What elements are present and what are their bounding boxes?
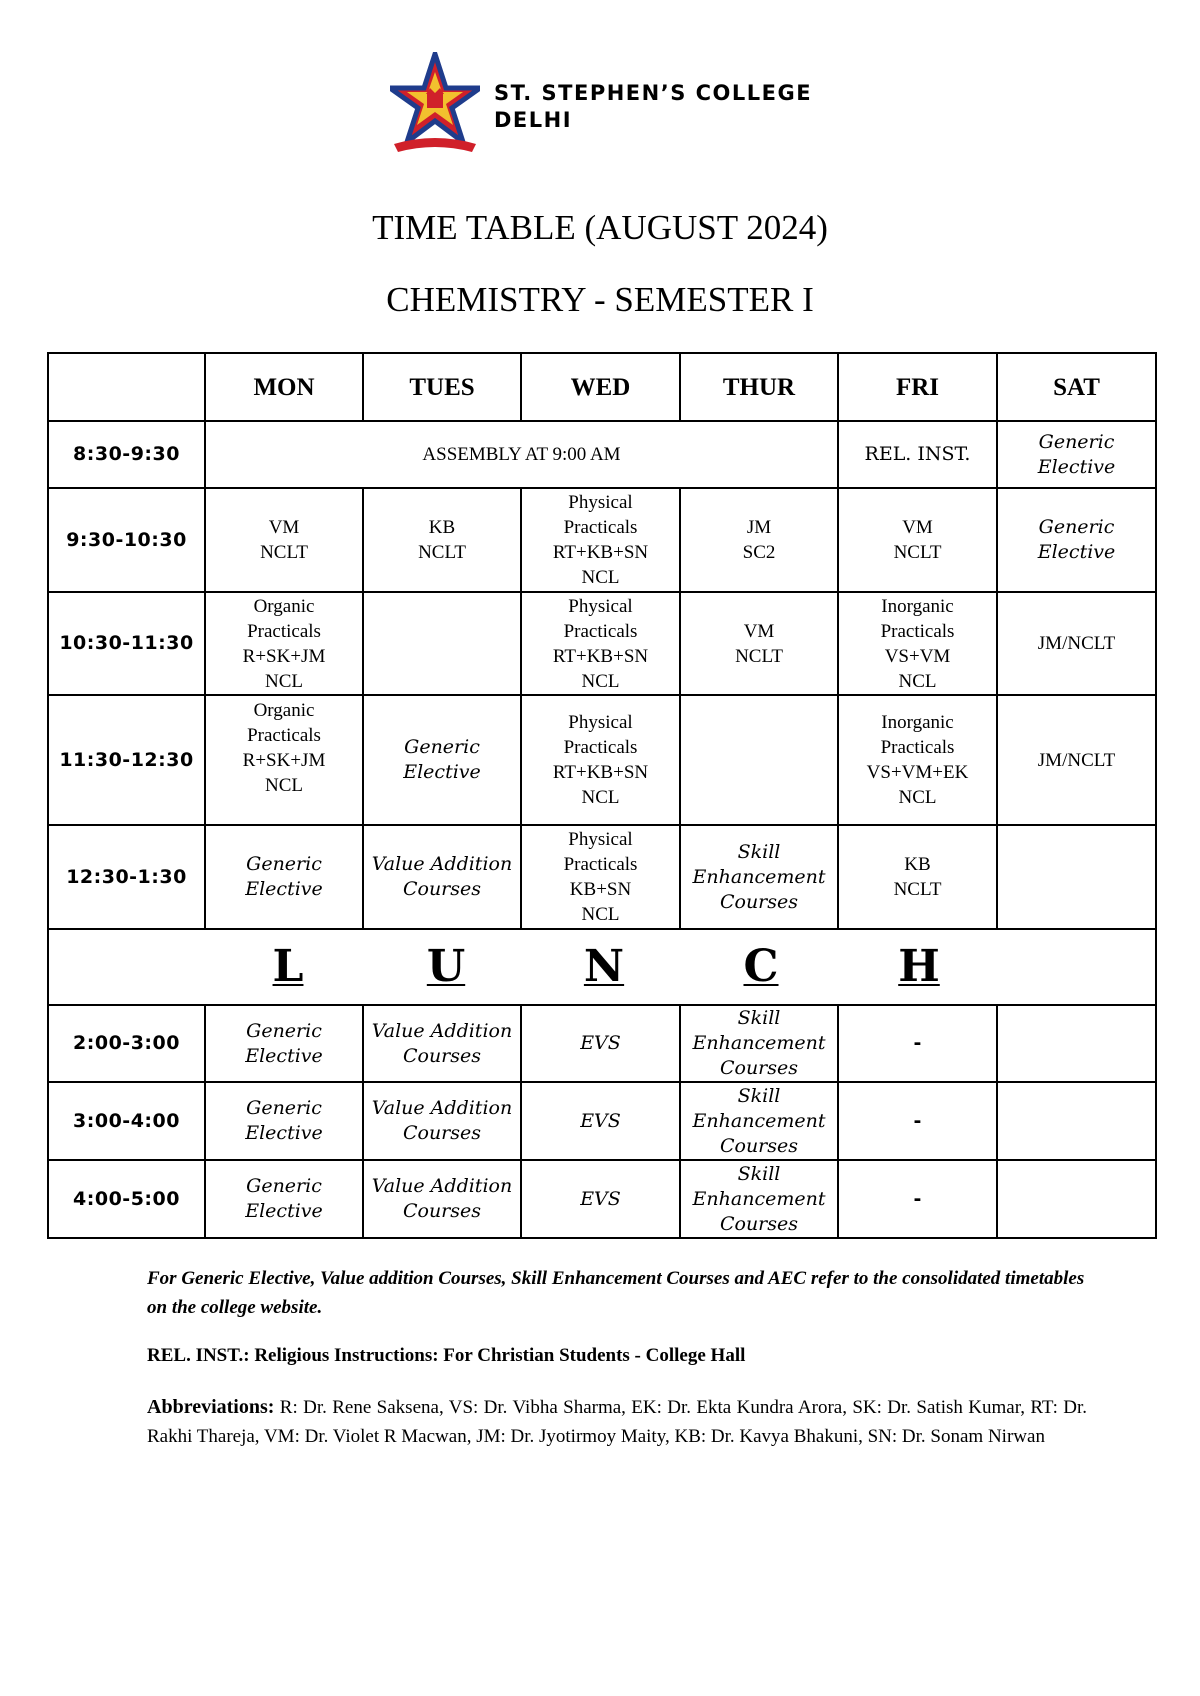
abbreviations-text: R: Dr. Rene Saksena, VS: Dr. Vibha Sharma, EK: Dr. Ekta Kundra Arora, SK: Dr. Satish Kumar, RT: Dr. Rakhi Thareja, VM: Dr. Violet R Macwan, JM: Dr. Jyotirmoy Maity, KB: Dr. Kavya Bhakuni, SN: Dr. Sonam Nirwan: [147, 1397, 1087, 1447]
empty-cell: [997, 1160, 1156, 1238]
cell-line: Courses: [719, 890, 799, 913]
cell-line: Generic: [1038, 516, 1115, 538]
rel-inst-cell: REL. INST.: [838, 421, 997, 488]
cell-line: Generic: [404, 736, 480, 758]
class-cell: [205, 488, 363, 592]
day-header-wed: WED: [521, 353, 680, 421]
cell-line: NCL: [581, 787, 620, 808]
college-name-line2: DELHI: [494, 108, 573, 132]
cell-line: Skill: [737, 840, 781, 863]
empty-cell: [997, 1005, 1156, 1082]
cell-line: Enhancement: [692, 1187, 826, 1210]
empty-cell: [680, 695, 838, 825]
lunch-cell: [48, 929, 1156, 1005]
lunch-letter: C: [743, 941, 779, 992]
table-row: [48, 1160, 1156, 1238]
cell-line: Value Addition: [371, 1097, 513, 1119]
time-slot: 4:00-5:00: [48, 1160, 205, 1238]
cell-line: Courses: [719, 1134, 799, 1157]
table-row: [48, 1082, 1156, 1160]
class-cell: [680, 1005, 838, 1082]
timetable-subtitle: CHEMISTRY - SEMESTER I: [386, 280, 814, 319]
cell-line: VM: [902, 517, 933, 538]
cell-line: NCLT: [893, 879, 942, 900]
cell-line: RT+KB+SN: [552, 645, 649, 667]
class-cell: [363, 1005, 521, 1082]
cell-line: Physical: [568, 492, 633, 513]
class-cell: [838, 592, 997, 695]
cell-line: Practicals: [563, 737, 638, 758]
cell-line: Elective: [245, 1044, 323, 1067]
day-header-tue: TUES: [363, 353, 521, 421]
cell-line: Generic: [246, 853, 322, 875]
cell-line: Enhancement: [692, 1032, 826, 1054]
class-cell: [521, 695, 680, 825]
cell-line: VS+VM: [884, 645, 951, 667]
cell-line: Elective: [1037, 541, 1116, 563]
cell-line: RT+KB+SN: [552, 762, 649, 783]
cell-line: Skill: [737, 1084, 781, 1107]
class-cell: EVS: [521, 1082, 680, 1160]
class-cell: [363, 825, 521, 929]
cell-line: Generic: [1038, 430, 1115, 453]
timetable: [47, 352, 1157, 1239]
college-name-line1: ST. STEPHEN’S COLLEGE: [494, 81, 813, 105]
cell-line: KB+SN: [569, 879, 632, 900]
cell-line: VM: [743, 620, 775, 642]
class-cell: [838, 488, 997, 592]
class-cell: [838, 695, 997, 825]
class-cell: [680, 592, 838, 695]
cell-line: Courses: [719, 1212, 799, 1235]
lunch-banner: [49, 930, 1155, 1004]
cell-line: Courses: [402, 1122, 482, 1144]
cell-line: NCL: [581, 567, 620, 588]
abbreviations-label: Abbreviations:: [147, 1396, 275, 1418]
class-cell: [521, 825, 680, 929]
cell-line: VS+VM+EK: [866, 762, 969, 783]
college-header: [390, 52, 830, 162]
cell-line: VM: [268, 517, 300, 538]
cell-line: Inorganic: [881, 712, 954, 733]
cell-line: R+SK+JM: [242, 750, 326, 771]
class-cell: [363, 1160, 521, 1238]
class-cell: -: [838, 1160, 997, 1238]
cell-line: Elective: [245, 1200, 323, 1222]
class-cell: [205, 1082, 363, 1160]
generic-elective-note: For Generic Elective, Value addition Courses, Skill Enhancement Courses and AEC refer to the consolidated timetables on the college website.: [147, 1268, 1085, 1318]
lunch-letter: L: [272, 941, 304, 992]
assembly-cell: ASSEMBLY AT 9:00 AM: [205, 421, 838, 488]
cell-line: Organic: [253, 595, 315, 617]
cell-line: Generic: [246, 1097, 322, 1119]
cell-line: Practicals: [247, 725, 321, 746]
timetable-title: TIME TABLE (AUGUST 2024): [372, 208, 828, 247]
cell-line: NCLT: [260, 542, 308, 563]
day-header-row: [48, 353, 1156, 421]
class-cell: [680, 1082, 838, 1160]
cell-line: KB: [904, 854, 931, 875]
lunch-row: [48, 929, 1156, 1005]
class-cell: [521, 488, 680, 592]
cell-line: Skill: [737, 1162, 781, 1185]
cell-line: Courses: [402, 1044, 482, 1067]
college-name: [494, 80, 812, 134]
cell-line: NCL: [581, 904, 620, 925]
cell-line: NCL: [898, 787, 937, 808]
cell-line: Generic: [246, 1019, 322, 1042]
time-slot: 12:30-1:30: [48, 825, 205, 929]
day-header-sat: SAT: [997, 353, 1156, 421]
table-row: [48, 825, 1156, 929]
class-cell: [363, 488, 521, 592]
time-slot: 10:30-11:30: [48, 592, 205, 695]
cell-line: Value Addition: [371, 1019, 513, 1042]
cell-line: Physical: [568, 829, 633, 850]
table-row: [48, 488, 1156, 592]
class-cell: [363, 1082, 521, 1160]
cell-line: NCL: [265, 670, 303, 692]
lunch-letter: U: [426, 941, 466, 992]
cell-line: Skill: [737, 1007, 781, 1029]
day-header-mon: MON: [205, 353, 363, 421]
table-row: [48, 1005, 1156, 1082]
lunch-letter: N: [583, 941, 625, 992]
class-cell: [680, 488, 838, 592]
cell-line: Elective: [245, 878, 323, 900]
cell-line: Courses: [402, 1200, 482, 1222]
class-cell: [838, 825, 997, 929]
cell-line: Value Addition: [371, 1175, 513, 1197]
time-slot: 8:30-9:30: [48, 421, 205, 488]
cell-line: Enhancement: [692, 1109, 826, 1132]
cell-line: Elective: [245, 1122, 323, 1144]
cell-line: Organic: [253, 700, 315, 721]
class-cell: [997, 421, 1156, 488]
cell-line: Courses: [719, 1057, 799, 1079]
cell-line: Courses: [402, 878, 482, 900]
day-header-thu: THUR: [680, 353, 838, 421]
class-cell: [521, 592, 680, 695]
cell-line: Practicals: [247, 620, 321, 642]
cell-line: KB: [428, 517, 456, 538]
class-cell: [205, 1005, 363, 1082]
empty-cell: [997, 1082, 1156, 1160]
empty-cell: [363, 592, 521, 695]
table-row: [48, 695, 1156, 825]
cell-line: Practicals: [563, 854, 638, 875]
cell-line: NCLT: [735, 645, 783, 667]
class-cell: -: [838, 1082, 997, 1160]
time-slot: 2:00-3:00: [48, 1005, 205, 1082]
cell-line: Practicals: [880, 737, 955, 758]
cell-line: NCLT: [418, 542, 466, 563]
college-crest-logo: [390, 52, 480, 162]
class-cell: EVS: [521, 1005, 680, 1082]
cell-line: R+SK+JM: [242, 645, 326, 667]
class-cell: [205, 695, 363, 825]
cell-line: NCLT: [893, 542, 942, 563]
table-row: [48, 421, 1156, 488]
rel-inst-note: REL. INST.: Religious Instructions: For Christian Students - College Hall: [147, 1345, 746, 1366]
day-header-fri: FRI: [838, 353, 997, 421]
class-cell: -: [838, 1005, 997, 1082]
lunch-letter: H: [898, 941, 940, 992]
cell-line: Practicals: [563, 517, 638, 538]
class-cell: [363, 695, 521, 825]
cell-line: Practicals: [880, 620, 955, 642]
cell-line: Physical: [568, 712, 633, 733]
class-cell: [997, 488, 1156, 592]
cell-line: Inorganic: [881, 595, 954, 617]
table-row: [48, 592, 1156, 695]
class-cell: JM/NCLT: [997, 592, 1156, 695]
empty-cell: [997, 825, 1156, 929]
class-cell: [205, 825, 363, 929]
cell-line: NCL: [581, 670, 620, 692]
cell-line: Elective: [403, 761, 481, 783]
time-slot: 3:00-4:00: [48, 1082, 205, 1160]
cell-line: Elective: [1037, 455, 1116, 478]
cell-line: NCL: [265, 775, 303, 796]
cell-line: NCL: [898, 670, 937, 692]
cell-line: SC2: [742, 542, 776, 563]
time-slot: 9:30-10:30: [48, 488, 205, 592]
cell-line: Value Addition: [371, 853, 513, 875]
cell-line: Physical: [568, 595, 633, 617]
class-cell: [205, 1160, 363, 1238]
class-cell: JM/NCLT: [997, 695, 1156, 825]
cell-line: RT+KB+SN: [552, 542, 649, 563]
cell-line: Generic: [246, 1175, 322, 1197]
corner-cell: [48, 353, 205, 421]
cell-line: JM: [746, 517, 772, 538]
class-cell: [680, 825, 838, 929]
cell-line: Practicals: [563, 620, 638, 642]
abbreviations-note: [147, 1393, 1087, 1451]
cell-line: Enhancement: [692, 865, 826, 888]
class-cell: [680, 1160, 838, 1238]
class-cell: [205, 592, 363, 695]
time-slot: 11:30-12:30: [48, 695, 205, 825]
class-cell: EVS: [521, 1160, 680, 1238]
